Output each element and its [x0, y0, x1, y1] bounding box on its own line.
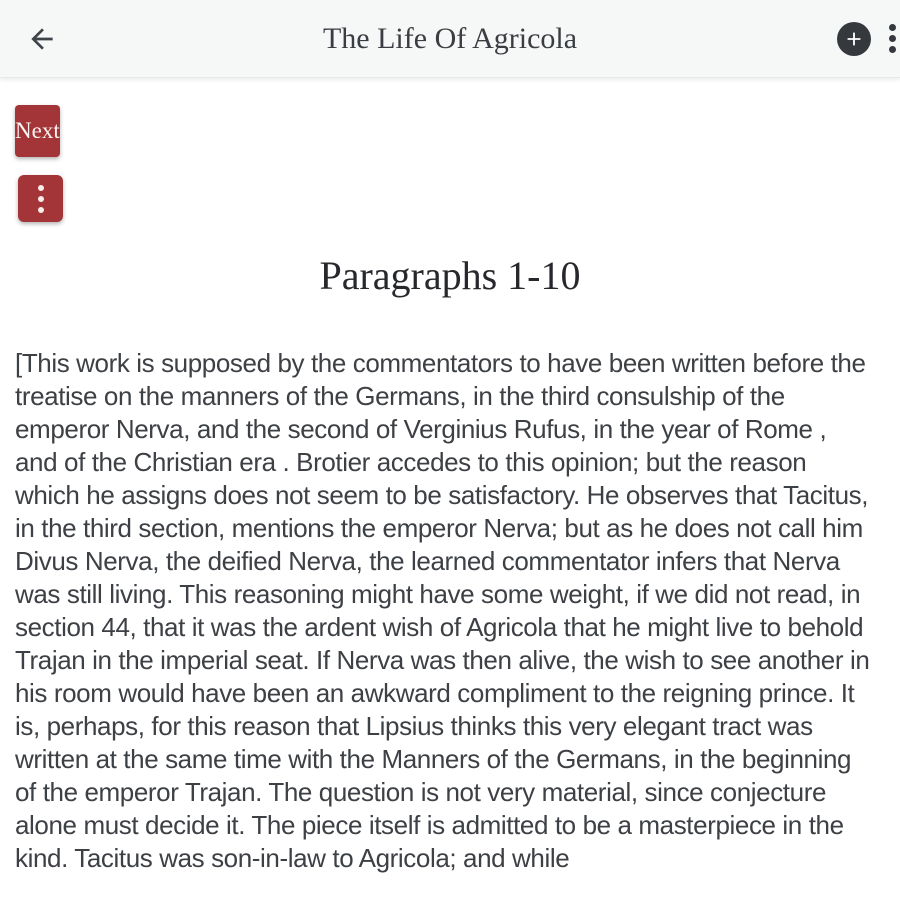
appbar-actions — [837, 20, 894, 57]
add-button[interactable] — [837, 22, 871, 56]
section-heading: Paragraphs 1-10 — [319, 253, 581, 298]
kebab-icon-dot — [889, 46, 896, 53]
page-title: The Life Of Agricola — [322, 21, 578, 55]
next-button[interactable]: Next — [15, 105, 60, 157]
article-paragraph: [This work is supposed by the commentators to have been written before the treatise on the manners of the Germans, in the third consulship of the emperor Nerva, and the second of Verginius Rufus, in the year of Rome , and of the Christian era . Brotier accedes to this opinion; but the reason which he assigns does not seem to be satisfactory. He observes that Tacitus, in the third section, mentions the emperor Nerva; but as he does not call him Divus Nerva, the deified Nerva, the learned commentator infers that Nerva was still living. This reasoning might have some weight, if we did not read, in section 44, that it was the ardent wish of Agricola that he might live to behold Trajan in the imperial seat. If Nerva was then alive, the wish to see another in his room would have been an awkward compliment to the reigning prince. It is, perhaps, for this reason that Lipsius thinks this very elegant tract was written at the same time with the Manners of the Germans, in the beginning of the emperor Trajan. The question is not very material, since conjecture alone must decide it. The piece itself is admitted to be a masterpiece in the kind. Tacitus was son-in-law to Agricola; and while — [15, 348, 870, 873]
kebab-icon-dot — [38, 185, 44, 191]
plus-icon — [843, 28, 865, 50]
reader-content — [0, 105, 900, 875]
overflow-menu-button[interactable] — [887, 20, 898, 57]
app-bar — [0, 0, 900, 78]
back-button[interactable] — [20, 17, 64, 61]
kebab-icon-dot — [38, 207, 44, 213]
kebab-icon-dot — [38, 196, 44, 202]
kebab-icon-dot — [889, 35, 896, 42]
arrow-left-icon — [26, 23, 58, 55]
kebab-icon-dot — [889, 24, 896, 31]
paragraph-options-button[interactable] — [18, 175, 63, 222]
